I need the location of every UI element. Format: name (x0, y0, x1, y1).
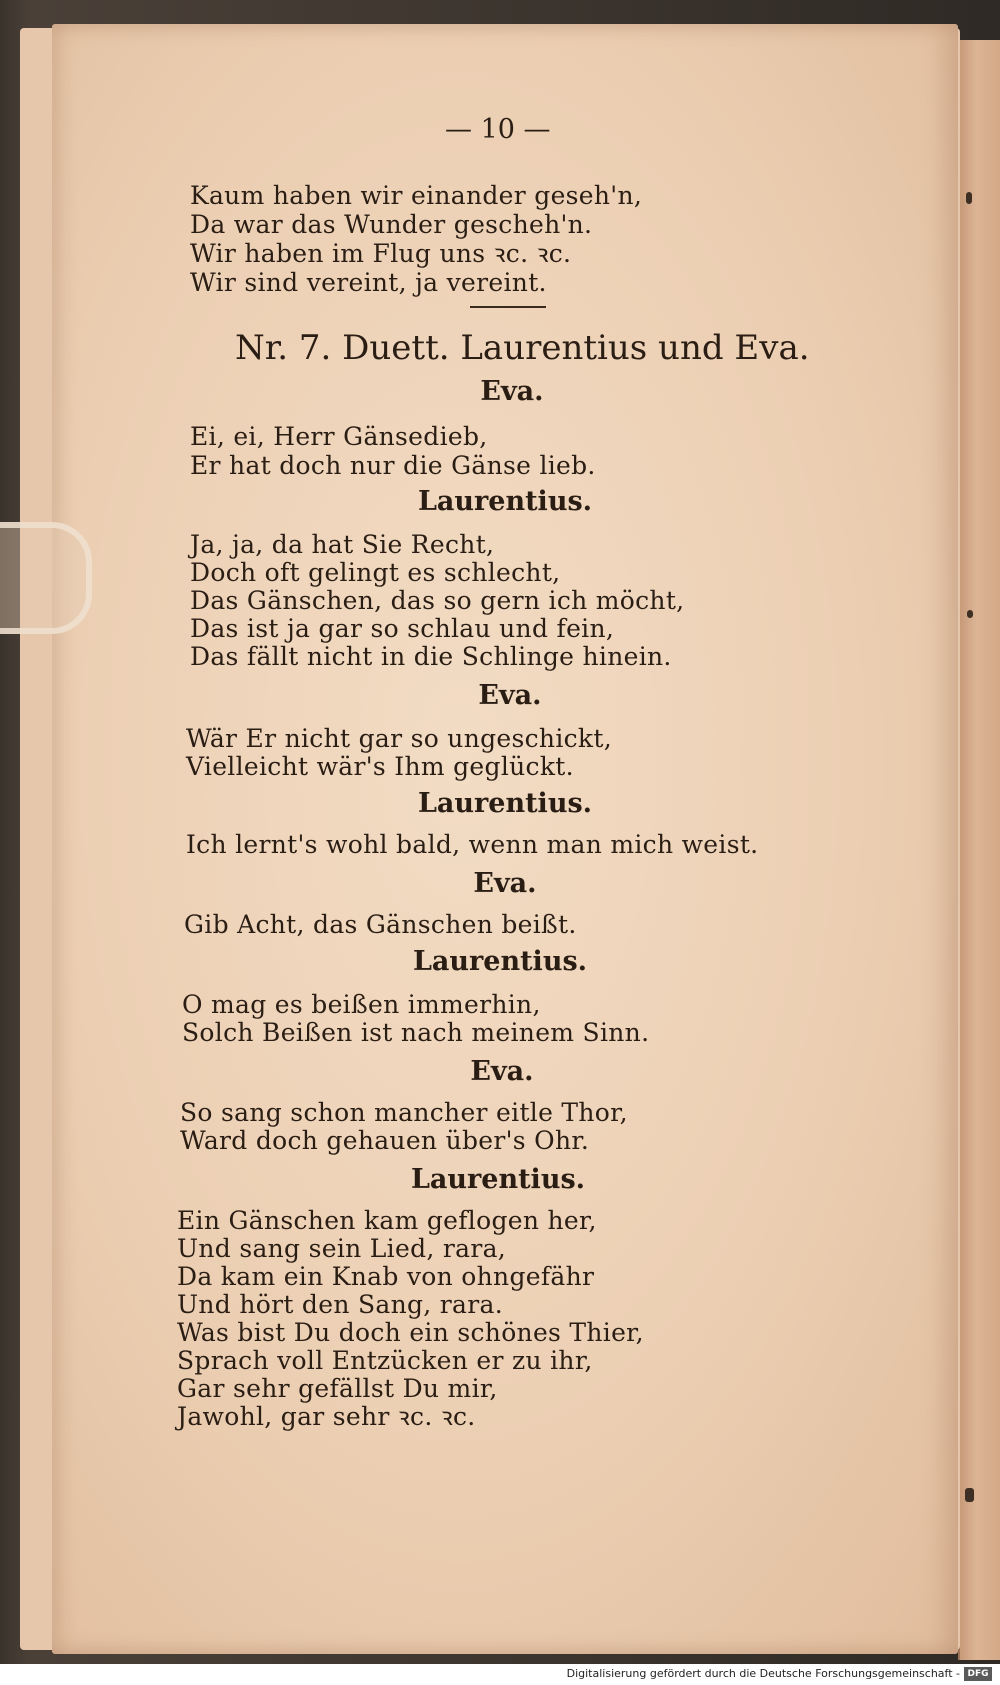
verse-line: Er hat doch nur die Gänse lieb. (190, 451, 596, 480)
dfg-logo: DFG (964, 1667, 992, 1681)
verse-line: Ja, ja, da hat Sie Recht, (190, 530, 495, 559)
funding-credit: Digitalisierung gefördert durch die Deutsche Forschungsgemeinschaft - (566, 1667, 960, 1680)
margin-mark (965, 1488, 974, 1502)
page-number: — 10 — (445, 114, 551, 145)
verse-line: Ward doch gehauen über's Ohr. (180, 1126, 590, 1155)
speaker-label: Eva. (470, 1056, 534, 1087)
margin-mark (966, 192, 972, 204)
verse-line: Ich lernt's wohl bald, wenn man mich weist. (186, 830, 759, 859)
section-heading: Nr. 7. Duett. Laurentius und Eva. (235, 328, 810, 368)
verse-line: Und hört den Sang, rara. (177, 1290, 503, 1319)
verse-line: Das ist ja gar so schlau und fein, (190, 614, 615, 643)
verse-line: Kaum haben wir einander geseh'n, (190, 181, 643, 210)
margin-mark (967, 610, 973, 618)
verse-line: So sang schon mancher eitle Thor, (180, 1098, 628, 1127)
verse-line: Wir haben im Flug uns ꝛc. ꝛc. (190, 239, 572, 268)
back-cover (958, 40, 1000, 1660)
verse-line: Da war das Wunder gescheh'n. (190, 210, 593, 239)
speaker-label: Laurentius. (417, 788, 593, 819)
verse-line: Jawohl, gar sehr ꝛc. ꝛc. (177, 1402, 476, 1431)
speaker-label: Laurentius. (412, 946, 588, 977)
verse-line: Gib Acht, das Gänschen beißt. (184, 910, 577, 939)
page-clip (0, 522, 92, 634)
verse-line: Gar sehr gefällst Du mir, (177, 1374, 498, 1403)
speaker-label: Eva. (480, 376, 544, 407)
verse-line: Was bist Du doch ein schönes Thier, (177, 1318, 644, 1347)
speaker-label: Eva. (478, 680, 542, 711)
speaker-label: Laurentius. (410, 1164, 586, 1195)
verse-line: Sprach voll Entzücken er zu ihr, (177, 1346, 593, 1375)
verse-line: Und sang sein Lied, rara, (177, 1234, 507, 1263)
verse-line: Doch oft gelingt es schlecht, (190, 558, 561, 587)
verse-line: Da kam ein Knab von ohngefähr (177, 1262, 595, 1291)
verse-line: Wär Er nicht gar so ungeschickt, (186, 724, 612, 753)
verse-line: Ein Gänschen kam geflogen her, (177, 1206, 597, 1235)
verse-line: Vielleicht wär's Ihm geglückt. (186, 752, 574, 781)
verse-line: Solch Beißen ist nach meinem Sinn. (182, 1018, 650, 1047)
verse-line: Ei, ei, Herr Gänsedieb, (190, 422, 488, 451)
speaker-label: Laurentius. (417, 486, 593, 517)
verse-line: Das Gänschen, das so gern ich möcht, (190, 586, 685, 615)
verse-line: Wir sind vereint, ja vereint. (190, 268, 547, 297)
speaker-label: Eva. (473, 868, 537, 899)
separator-rule (470, 306, 546, 308)
verse-line: O mag es beißen immerhin, (182, 990, 541, 1019)
verse-line: Das fällt nicht in die Schlinge hinein. (190, 642, 672, 671)
